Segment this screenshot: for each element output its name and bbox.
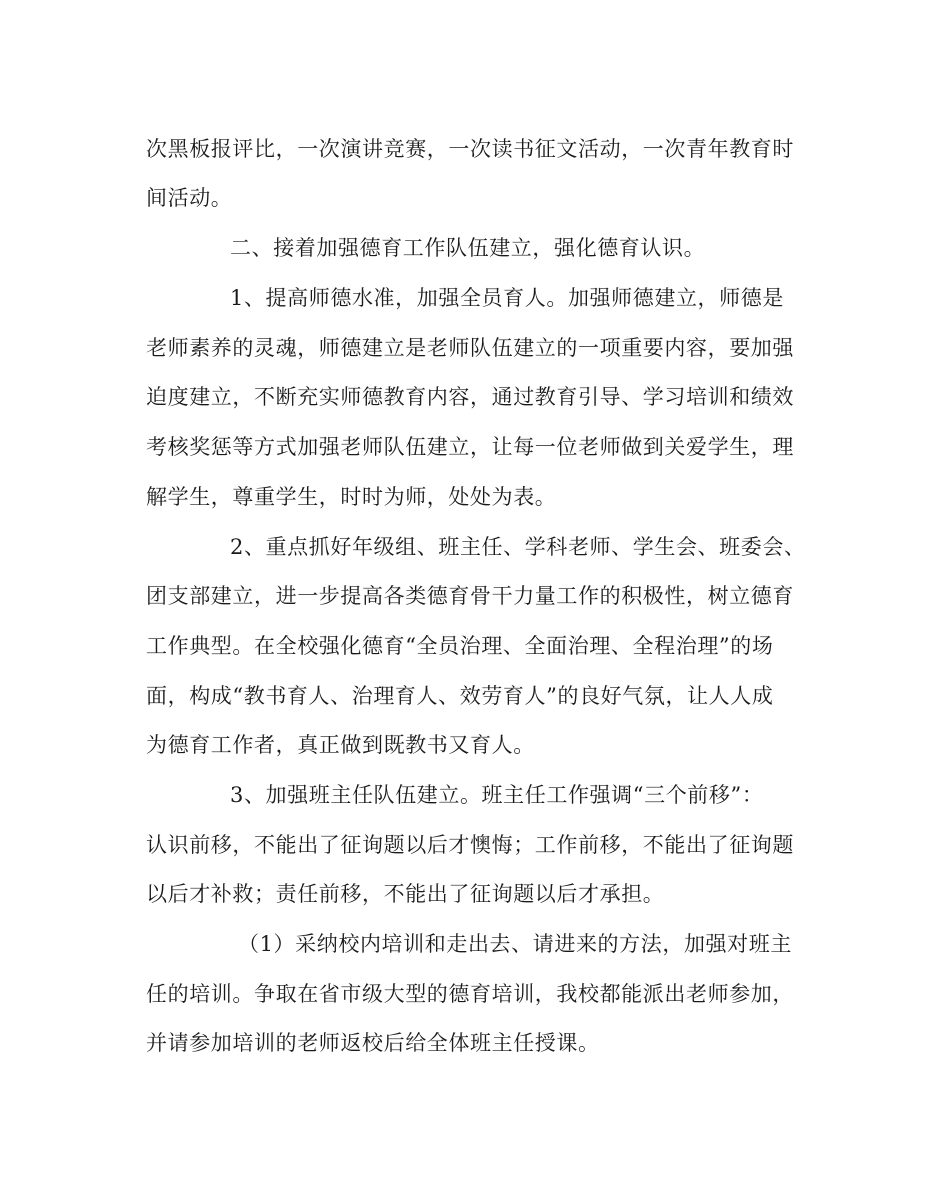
text-line: 工作典型。在全校强化德育“全员治理、全面治理、全程治理”的场 <box>146 634 774 658</box>
text-line: 面，构成“教书育人、治理育人、效劳育人”的良好气氛，让人人成 <box>146 684 774 708</box>
text-line: 任的培训。争取在省市级大型的德育培训，我校都能派出老师参加， <box>146 982 794 1006</box>
text-line: 间活动。 <box>146 186 233 210</box>
text-line: 并请参加培训的老师返校后给全体班主任授课。 <box>146 1031 600 1055</box>
text-line: 迫度建立，不断充实师德教育内容，通过教育引导、学习培训和绩效 <box>146 385 794 409</box>
text-line: 老师素养的灵魂，师德建立是老师队伍建立的一项重要内容，要加强 <box>146 336 794 360</box>
text-line: 次黑板报评比，一次演讲竞赛，一次读书征文活动，一次青年教育时 <box>146 137 794 161</box>
text-line: 3、加强班主任队伍建立。班主任工作强调“三个前移”： <box>230 783 764 807</box>
text-line: 2、重点抓好年级组、班主任、学科老师、学生会、班委会、 <box>230 535 806 559</box>
text-line: 解学生，尊重学生，时时为师，处处为表。 <box>146 485 557 509</box>
text-line: （1）采纳校内培训和走出去、请进来的方法，加强对班主 <box>238 932 792 956</box>
text-line: 认识前移，不能出了征询题以后才懊悔；工作前移，不能出了征询题 <box>146 833 794 857</box>
text-line: 以后才补救；责任前移，不能出了征询题以后才承担。 <box>146 882 665 906</box>
text-line: 为德育工作者，真正做到既教书又育人。 <box>146 733 535 757</box>
text-line: 1、提高师德水准，加强全员育人。加强师德建立，师德是 <box>230 286 784 310</box>
section-heading: 二、接着加强德育工作队伍建立，强化德育认识。 <box>230 236 706 260</box>
text-line: 考核奖惩等方式加强老师队伍建立，让每一位老师做到关爱学生，理 <box>146 435 794 459</box>
text-line: 团支部建立，进一步提高各类德育骨干力量工作的积极性，树立德育 <box>146 584 794 608</box>
